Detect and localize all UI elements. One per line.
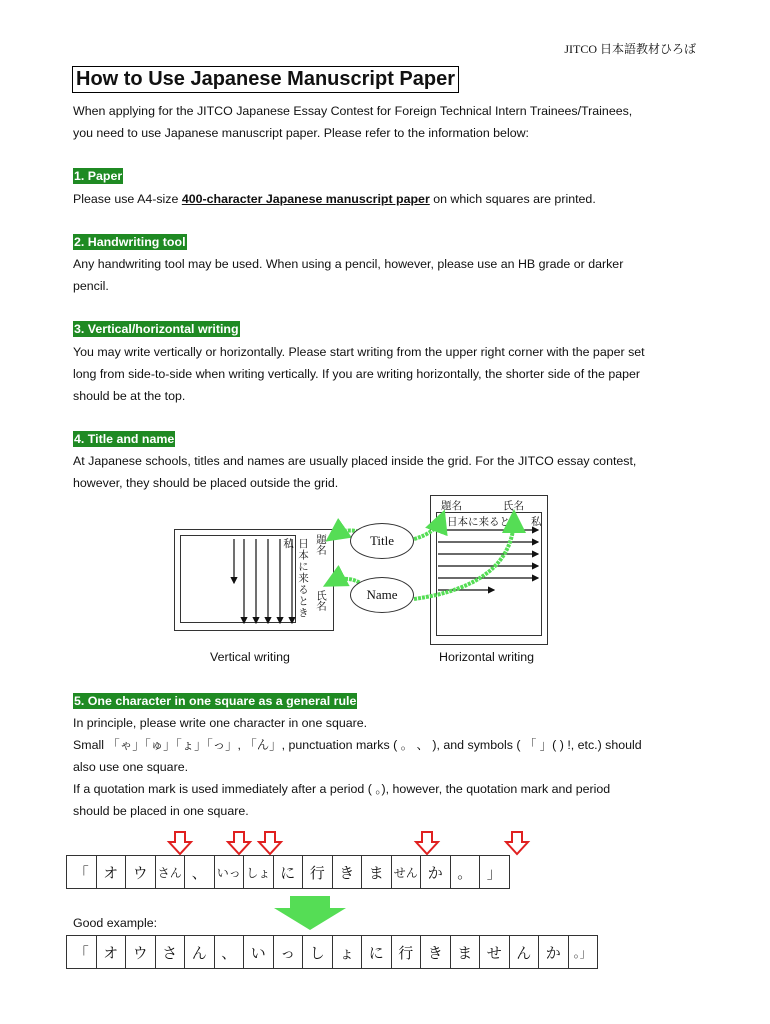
intro-line: When applying for the JITCO Japanese Essay Contest for Foreign Technical Intern Trainees/Trainees, [73, 104, 633, 118]
grid-cell: ま [451, 936, 481, 968]
section-text-paper [73, 188, 698, 210]
title-bubble: Title [350, 523, 414, 559]
grid-cell: い [244, 936, 274, 968]
title-name-line: however, they should be placed outside the grid. [73, 476, 339, 490]
one-char-line: In principle, please write one character in one square. [73, 716, 368, 730]
bad-example-grid [66, 855, 510, 889]
header-org: JITCO 日本語教材ひろば [564, 42, 696, 56]
tool-line: Any handwriting tool may be used. When using a pencil, however, please use an HB grade or darker [73, 257, 624, 271]
name-to-horizontal-arrow [414, 517, 514, 599]
orientation-line: long from side-to-side when writing vertically. If you are writing horizontally, the shorter side of the paper [73, 367, 641, 381]
title-name-line: At Japanese schools, titles and names are usually placed inside the grid. For the JITCO essay contest, [73, 454, 637, 468]
vertical-direction-arrows [234, 539, 292, 623]
grid-cell: ょ [333, 936, 363, 968]
grid-cell: さん [156, 856, 186, 888]
name-bubble: Name [350, 577, 414, 613]
page-title: How to Use Japanese Manuscript Paper [72, 66, 459, 93]
red-down-arrow [506, 832, 528, 854]
grid-cell: し [303, 936, 333, 968]
grid-cell: か [539, 936, 569, 968]
intro-paragraph [73, 100, 698, 144]
grid-cell: ま [362, 856, 392, 888]
grid-cell: せん [392, 856, 422, 888]
section-heading-paper: 1. Paper [74, 169, 123, 183]
red-down-arrow [169, 832, 191, 854]
vertical-caption: Vertical writing [210, 650, 290, 664]
paper-text-bold: 400-character Japanese manuscript paper [181, 192, 430, 206]
green-down-arrow [270, 896, 350, 932]
one-char-line: also use one square. [73, 760, 189, 774]
grid-cell: しょ [244, 856, 274, 888]
good-example-grid [66, 935, 598, 969]
orientation-line: You may write vertically or horizontally. Please start writing from the upper right corner with the paper set [73, 345, 645, 359]
grid-cell: に [362, 936, 392, 968]
horizontal-sample-text: 日本に来るとき 私 [447, 516, 542, 528]
horizontal-label-shimei: 氏名 [503, 500, 524, 512]
grid-cell: ん [185, 936, 215, 968]
intro-line: you need to use Japanese manuscript paper. Please refer to the information below: [73, 126, 529, 140]
section-text-tool [73, 253, 698, 297]
paper-text-before: Please use A4-size [73, 192, 182, 206]
vertical-sample-text: 日本に来るとき 私 [282, 538, 309, 619]
grid-cell: 行 [392, 936, 422, 968]
vertical-label-daimei: 題名 [315, 534, 327, 555]
horizontal-direction-arrows [438, 530, 538, 590]
grid-cell: っ [274, 936, 304, 968]
grid-cell: ウ [126, 856, 156, 888]
grid-cell: 「 [67, 856, 97, 888]
writing-direction-diagram [174, 495, 554, 670]
title-to-horizontal-arrow [414, 517, 442, 539]
section-heading-one-char: 5. One character in one square as a general rule [74, 694, 357, 708]
grid-cell: さ [156, 936, 186, 968]
orientation-line: should be at the top. [73, 389, 186, 403]
one-char-line: Small 「ゃ」「ゅ」「ょ」「っ」, 「ん」, punctuation marks ( 。 、 ), and symbols ( 「 」( ) !, etc.) should [73, 738, 642, 752]
grid-cell: か [421, 856, 451, 888]
grid-cell: 。 [451, 856, 481, 888]
grid-cell: に [274, 856, 304, 888]
grid-cell: き [421, 936, 451, 968]
horizontal-caption: Horizontal writing [439, 650, 535, 664]
tool-line: pencil. [73, 279, 109, 293]
red-down-arrow [416, 832, 438, 854]
red-down-arrow [259, 832, 281, 854]
section-heading-tool: 2. Handwriting tool [74, 235, 186, 249]
paper-text-after: on which squares are printed. [429, 192, 596, 206]
grid-cell: き [333, 856, 363, 888]
grid-cell: オ [97, 856, 127, 888]
section-text-title-name [73, 450, 698, 494]
grid-cell: ウ [126, 936, 156, 968]
grid-cell: オ [97, 936, 127, 968]
horizontal-label-daimei: 題名 [441, 500, 462, 512]
good-example-label: Good example: [73, 916, 158, 930]
grid-cell: 「 [67, 936, 97, 968]
grid-cell: 、 [185, 856, 215, 888]
one-char-line: should be placed in one square. [73, 804, 249, 818]
section-heading-title-name: 4. Title and name [74, 432, 175, 446]
grid-cell: いっ [215, 856, 245, 888]
red-down-arrow [228, 832, 250, 854]
grid-cell: せ [480, 936, 510, 968]
red-marker-arrows [66, 830, 566, 856]
one-char-line: If a quotation mark is used immediately after a period ( 。), however, the quotation mark and period [73, 782, 611, 796]
grid-cell: ん [510, 936, 540, 968]
section-text-one-char [73, 712, 698, 822]
grid-cell: 、 [215, 936, 245, 968]
section-heading-orientation: 3. Vertical/horizontal writing [74, 322, 239, 336]
grid-cell: 」 [480, 856, 510, 888]
grid-cell: 。」 [569, 936, 599, 968]
section-text-orientation [73, 341, 698, 407]
vertical-label-shimei: 氏名 [315, 590, 327, 611]
grid-cell: 行 [303, 856, 333, 888]
